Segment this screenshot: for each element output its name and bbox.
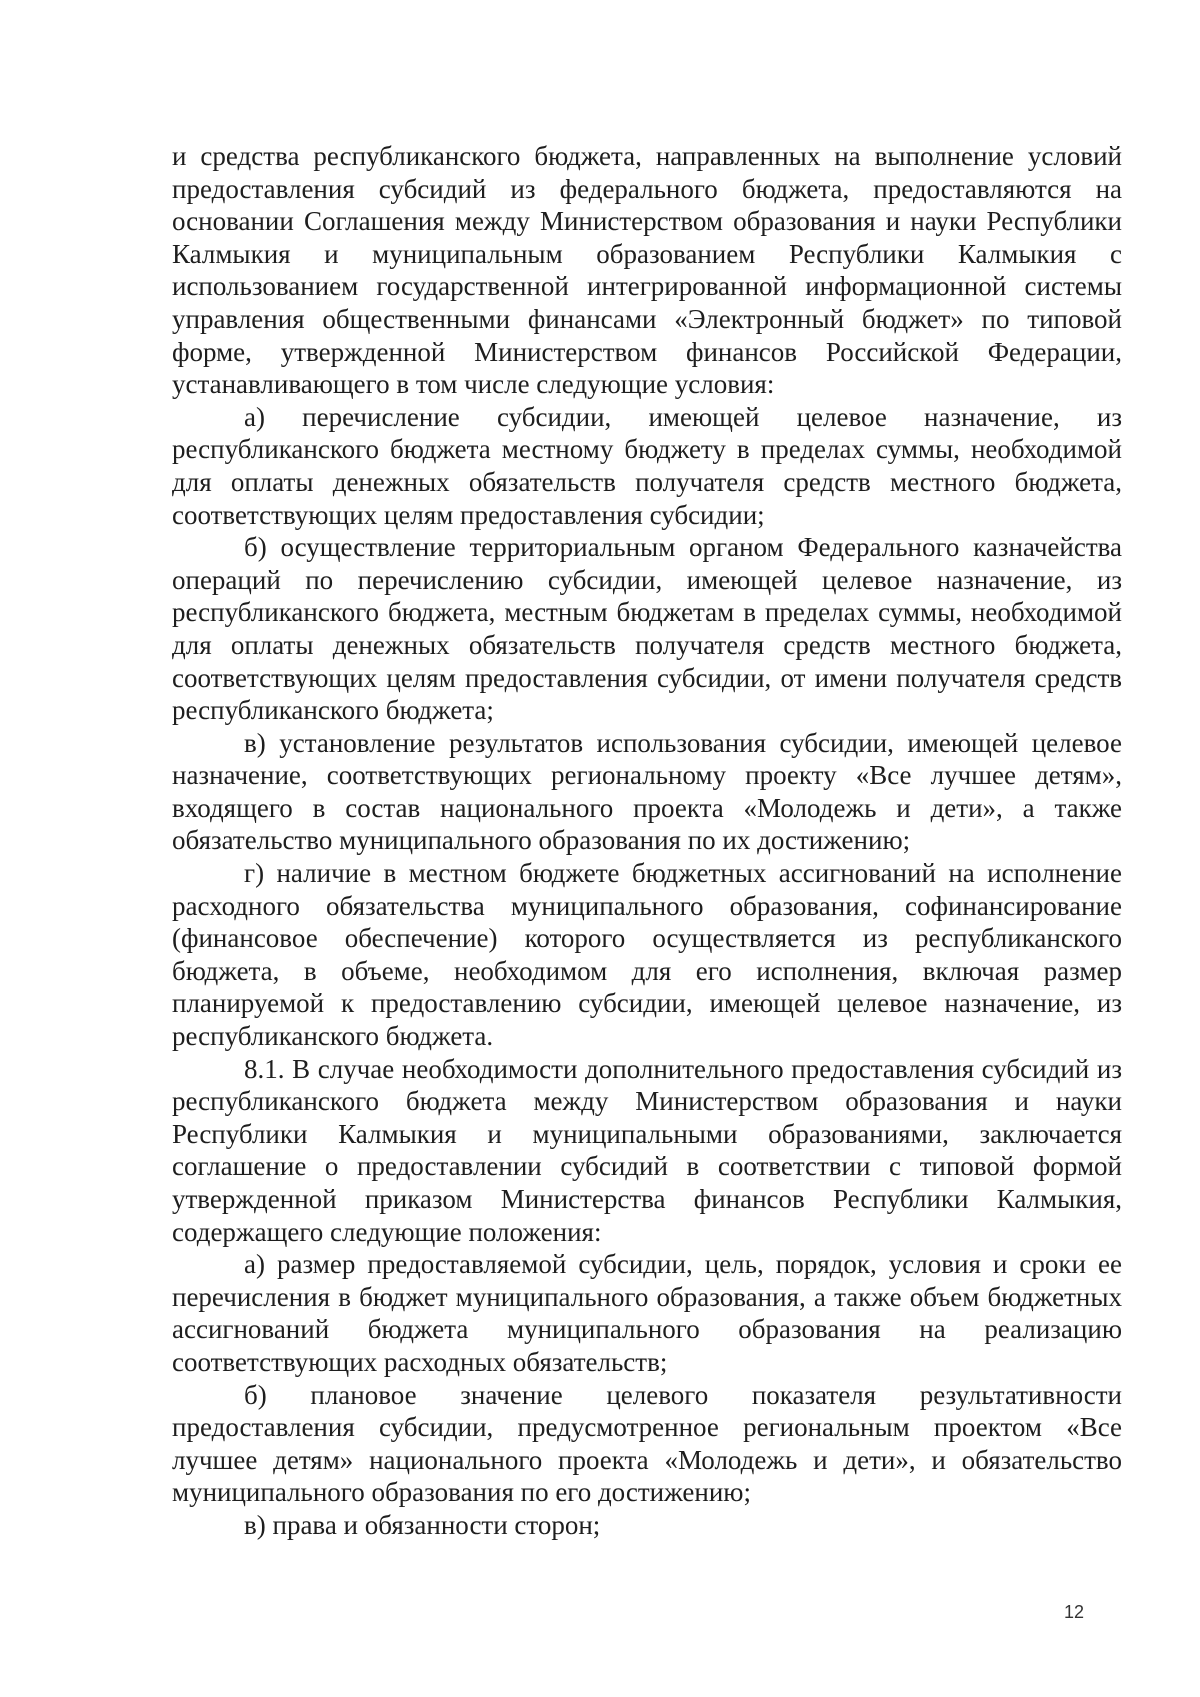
- document-body: [172, 140, 1122, 1542]
- paragraph-condition-a: а) перечисление субсидии, имеющей целевое назначение, из республиканского бюджета местному бюджету в пределах суммы, необходимой для оплаты денежных обязательств получателя средств местного бюджета, соответствующих целям предоставления субсидии;: [172, 401, 1122, 530]
- paragraph-condition-g: г) наличие в местном бюджете бюджетных ассигнований на исполнение расходного обязательства муниципального образования, софинансирование (финансовое обеспечение) которого осуществляется из республиканского бюджета, в объеме, необходимом для его исполнения, включая размер планируемой к предоставлению субсидии, имеющей целевое назначение, из республиканского бюджета.: [172, 858, 1122, 1052]
- paragraph-provision-a: а) размер предоставляемой субсидии, цель, порядок, условия и сроки ее перечисления в бюджет муниципального образования, а также объем бюджетных ассигнований бюджета муниципального образования на реализацию соответствующих расходных обязательств;: [172, 1249, 1122, 1377]
- paragraph-provision-b: б) плановое значение целевого показателя результативности предоставления субсидии, предусмотренное региональным проектом «Все лучшее детям» национального проекта «Молодежь и дети», и обязательство муниципального образования по его достижению;: [172, 1379, 1122, 1508]
- paragraph-intro: и средства республиканского бюджета, направленных на выполнение условий предоставления субсидий из федерального бюджета, предоставляются на основании Соглашения между Министерством образования и науки Республики Калмыкия и муниципальным образованием Республики Калмыкия с использованием государственной интегрированной информационной системы управления общественными финансами «Электронный бюджет» по типовой форме, утвержденной Министерством финансов Российской Федерации, устанавливающего в том числе следующие условия:: [172, 141, 1122, 400]
- paragraph-provision-v: в) права и обязанности сторон;: [244, 1509, 601, 1540]
- page-number: 12: [1064, 1602, 1085, 1622]
- paragraph-condition-b: б) осуществление территориальным органом Федерального казначейства операций по перечислению субсидии, имеющей целевое назначение, из республиканского бюджета, местным бюджетам в пределах суммы, необходимой для оплаты денежных обязательств получателя средств местного бюджета, соответствующих целям предоставления субсидии, от имени получателя средств республиканского бюджета;: [172, 532, 1122, 726]
- paragraph-8-1: 8.1. В случае необходимости дополнительного предоставления субсидий из республиканского бюджета между Министерством образования и науки Республики Калмыкия и муниципальными образованиями, заключается соглашение о предоставлении субсидий в соответствии с типовой формой утвержденной приказом Министерства финансов Республики Калмыкия, содержащего следующие положения:: [172, 1053, 1122, 1247]
- paragraph-condition-v: в) установление результатов использования субсидии, имеющей целевое назначение, соответствующих региональному проекту «Все лучшее детям», входящего в состав национального проекта «Молодежь и дети», а также обязательство муниципального образования по их достижению;: [172, 727, 1122, 856]
